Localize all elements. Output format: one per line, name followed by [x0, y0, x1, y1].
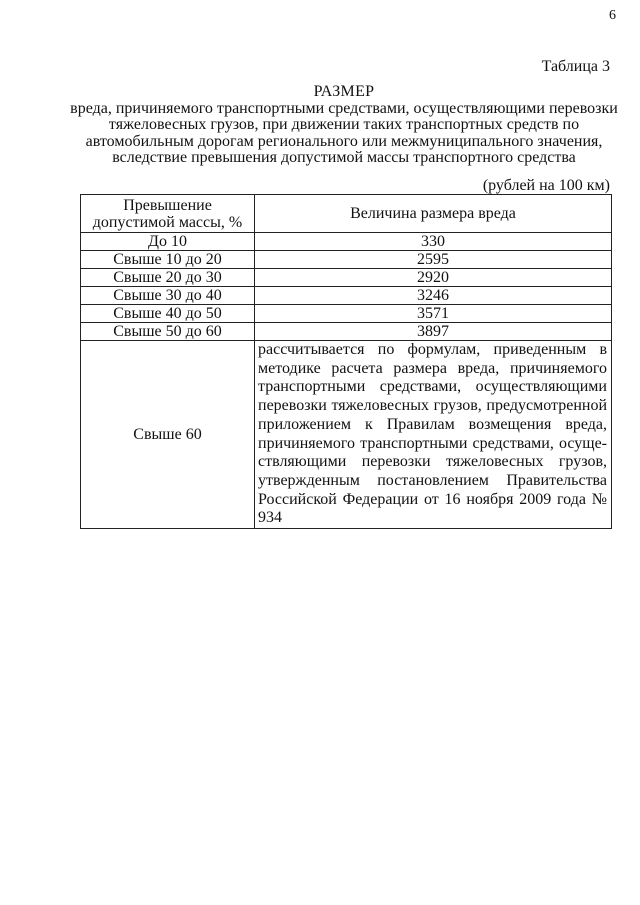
table-row-last — [81, 341, 612, 529]
row-range: Свыше 60 — [81, 341, 255, 529]
page-number: 6 — [609, 8, 616, 23]
table-header-row — [81, 195, 612, 233]
row-value: 2595 — [255, 251, 612, 269]
row-value: 3897 — [255, 323, 612, 341]
row-value: 3246 — [255, 287, 612, 305]
table-row — [81, 251, 612, 269]
table-row — [81, 269, 612, 287]
row-range: Свыше 40 до 50 — [81, 305, 255, 323]
row-range: Свыше 20 до 30 — [81, 269, 255, 287]
row-value: 330 — [255, 233, 612, 251]
row-range: До 10 — [81, 233, 255, 251]
row-range: Свыше 30 до 40 — [81, 287, 255, 305]
damage-table — [80, 194, 612, 529]
table-label: Таблица 3 — [541, 58, 610, 75]
units-note: (рублей на 100 км) — [482, 177, 610, 194]
heading-subtitle: вреда, причиняемого транспортными средствами, осуществляющими перевозки тяжеловесных грузов, при движении таких транспортных средств по автомобильным дорогам регионального или межмуниципального значения, вследствие превышения допустимой массы транспортного средства — [70, 99, 618, 166]
row-value: 2920 — [255, 269, 612, 287]
header-mass-excess: Превышение допустимой массы, % — [81, 195, 255, 233]
table-row — [81, 323, 612, 341]
row-range: Свыше 10 до 20 — [81, 251, 255, 269]
table-row — [81, 305, 612, 323]
header-damage-amount: Величина размера вреда — [255, 195, 612, 233]
row-range: Свыше 50 до 60 — [81, 323, 255, 341]
table-row — [81, 287, 612, 305]
table-row — [81, 233, 612, 251]
heading-title: РАЗМЕР — [313, 83, 375, 100]
row-value-formula: рассчитывается по формулам, приведенным в методике расчета размера вреда, причиняемого транспортными средствами, осуществляющими перевозки тяжеловесных грузов, предусмотренной приложением к Правилам возмещения вреда, причиняемого транспортными средствами, осуще-ствляющими перевозки тяжеловесных грузов, утвержденным постановлением Правительства Российской Федерации от 16 ноября 2009 года № 934 — [255, 341, 612, 529]
row-value: 3571 — [255, 305, 612, 323]
heading — [70, 84, 618, 167]
